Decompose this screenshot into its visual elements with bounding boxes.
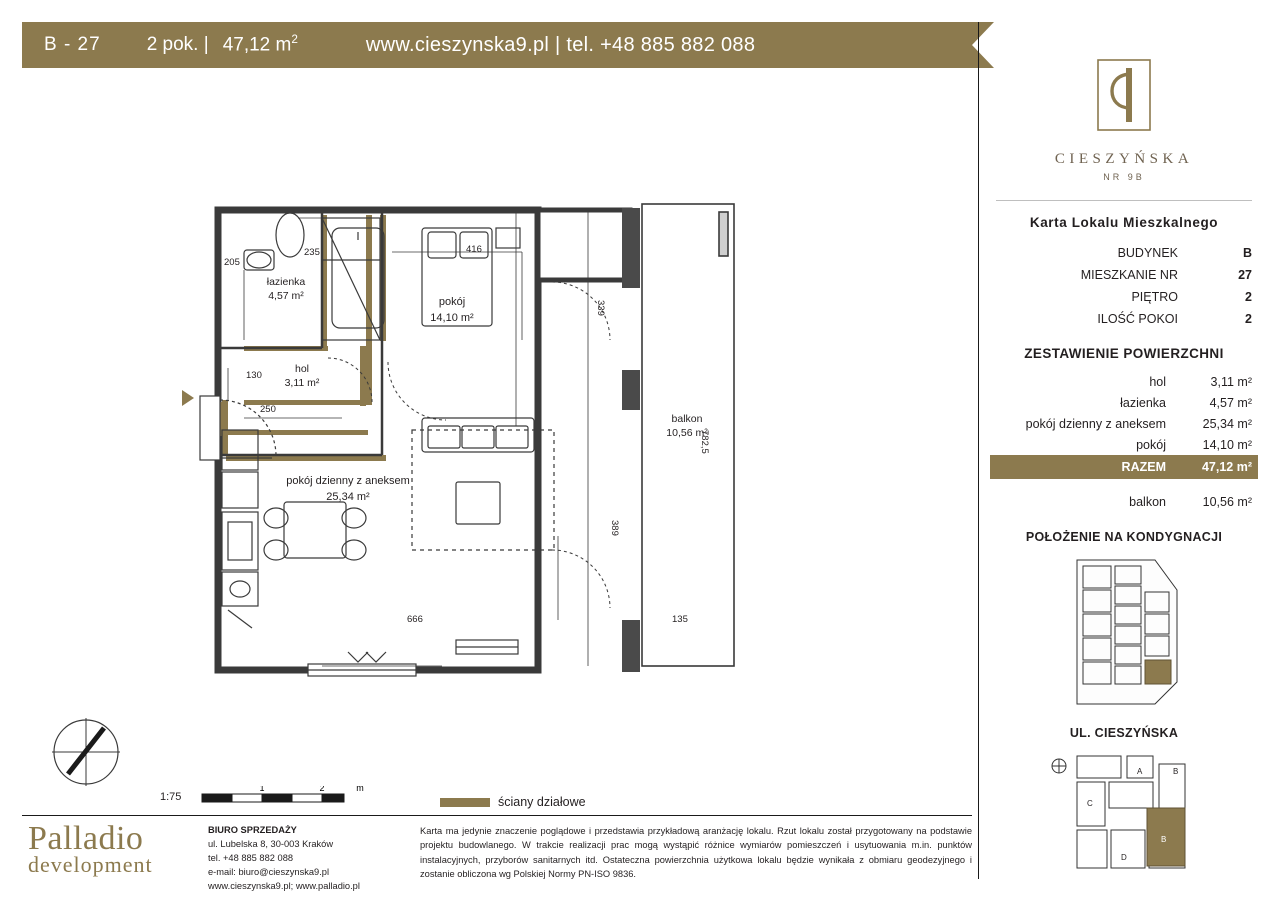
legend-wall-swatch xyxy=(440,798,490,807)
area-name: pokój xyxy=(1136,437,1166,452)
building-info-table xyxy=(990,242,1258,330)
total-value: 47,12 m² xyxy=(1201,460,1252,474)
dimension-label: 135 xyxy=(672,614,688,625)
floor-plan-drawing xyxy=(22,100,972,800)
area-name: pokój dzienny z aneksem xyxy=(1025,416,1166,431)
room-area: 10,56 m² xyxy=(666,427,708,439)
table-row xyxy=(990,308,1258,330)
floor-key-plan xyxy=(1059,552,1189,712)
room-area: 3,11 m² xyxy=(284,377,320,389)
table-row xyxy=(990,434,1258,455)
divider-1 xyxy=(996,200,1252,201)
area-value: 10,56 m² xyxy=(1202,494,1252,509)
total-name: RAZEM xyxy=(1121,460,1166,474)
area-value: 14,10 m² xyxy=(1202,437,1252,452)
row-value: 2 xyxy=(1245,290,1252,304)
areas-total-row xyxy=(990,455,1258,479)
scale-tick-label: 2 xyxy=(319,786,325,793)
areas-title: ZESTAWIENIE POWIERZCHNI xyxy=(1024,346,1224,361)
dimension-label: 782,5 xyxy=(699,430,710,454)
area-value: 4,57 m² xyxy=(1209,395,1252,410)
site-label: C xyxy=(1087,799,1093,808)
room-name: balkon xyxy=(671,413,703,425)
site-key-plan xyxy=(1049,748,1199,876)
dimension-label: 250 xyxy=(260,404,276,415)
room-name: pokój xyxy=(438,296,466,308)
footer-divider xyxy=(22,815,972,816)
vertical-divider xyxy=(978,22,979,879)
dimension-label: 389 xyxy=(609,520,620,536)
dimension-label: 666 xyxy=(407,614,423,625)
room-area: 14,10 m² xyxy=(430,312,474,324)
developer-logo xyxy=(28,822,208,878)
sales-office-block xyxy=(208,824,408,894)
dimension-label: 205 xyxy=(224,257,240,268)
sales-office-websites: www.cieszynska9.pl; www.palladio.pl xyxy=(208,880,360,891)
scale-bar xyxy=(160,786,400,817)
room-name: łazienka xyxy=(266,276,306,288)
card-title: Karta Lokalu Mieszkalnego xyxy=(1029,215,1219,230)
cieszynska-monogram-icon xyxy=(1096,58,1152,137)
table-row xyxy=(990,392,1258,413)
row-key: MIESZKANIE NR xyxy=(1080,268,1178,282)
scale-ratio: 1:75 xyxy=(160,791,182,803)
brand-logo xyxy=(990,22,1258,182)
contact-label: www.cieszynska9.pl | tel. +48 885 882 088 xyxy=(365,33,756,56)
floor-plan xyxy=(22,100,972,800)
room-name: hol xyxy=(294,363,310,375)
area-value: 25,34 m² xyxy=(1202,416,1252,431)
areas-table xyxy=(990,371,1258,512)
entrance-arrow-icon xyxy=(182,390,194,406)
row-key: BUDYNEK xyxy=(1117,246,1178,260)
row-value: B xyxy=(1242,246,1252,260)
row-value: 2 xyxy=(1245,312,1252,326)
row-value: 27 xyxy=(1238,268,1252,282)
dimension-label: 339 xyxy=(595,300,606,316)
sales-office-title: BIURO SPRZEDAŻY xyxy=(208,825,297,835)
total-area-label: 47,12 $m^2$ xyxy=(222,33,298,56)
header-banner xyxy=(22,22,972,68)
site-label: B xyxy=(1173,767,1179,776)
dimension-label: 235 xyxy=(304,247,320,258)
dimension-label: 416 xyxy=(466,244,482,255)
site-label: D xyxy=(1121,853,1127,862)
sales-office-phone: tel. +48 885 882 088 xyxy=(208,852,294,863)
developer-name: Palladio xyxy=(28,820,144,857)
table-row xyxy=(990,371,1258,392)
area-name: balkon xyxy=(1129,494,1166,509)
table-row xyxy=(990,491,1258,512)
table-row xyxy=(990,242,1258,264)
row-key: PIĘTRO xyxy=(1131,290,1178,304)
legend-wall-label: ściany działowe xyxy=(498,795,586,809)
brand-number: NR 9B xyxy=(1103,172,1145,182)
disclaimer-text: Karta ma jedynie znaczenie poglądowe i przedstawia przykładową aranżację lokalu. Rzut lokalu został przygotowany na podstawie projektu budowlanego. W trakcie realizacji prac mogą wystąpić różnice wymiarów pomieszczeń i usytuowania m.in. punktów instalacyjnych, przyborów sanitarnych itd. Ostateczna powierzchnia użytkowa lokalu będzie wynikała z obmiaru geodezyjnego i zostanie obliczona wg Polskiej Normy PN-ISO 9836. xyxy=(420,826,972,880)
scale-unit-label: m xyxy=(356,786,364,793)
room-area: 25,34 m² xyxy=(326,491,370,503)
site-label: B xyxy=(1161,835,1167,844)
row-key: ILOŚĆ POKOI xyxy=(1097,312,1178,326)
table-row xyxy=(990,264,1258,286)
apartment-code: B - 27 xyxy=(44,34,101,55)
area-value: 3,11 m² xyxy=(1210,374,1252,389)
room-area: 4,57 m² xyxy=(268,290,304,302)
site-label: A xyxy=(1137,767,1143,776)
area-name: łazienka xyxy=(1120,395,1166,410)
dimension-label: 130 xyxy=(246,370,262,381)
room-name: pokój dzienny z aneksem xyxy=(286,475,410,487)
developer-subtitle: development xyxy=(28,852,153,877)
sales-office-address: ul. Lubelska 8, 30-003 Kraków xyxy=(208,838,334,849)
info-column xyxy=(990,22,1258,876)
table-row xyxy=(990,286,1258,308)
scale-tick-label: 1 xyxy=(259,786,265,793)
table-row xyxy=(990,413,1258,434)
compass-rose xyxy=(50,716,122,793)
sales-office-email: e-mail: biuro@cieszynska9.pl xyxy=(208,866,330,877)
street-title: UL. CIESZYŃSKA xyxy=(1069,726,1179,740)
spacer-row xyxy=(990,479,1258,491)
area-name: hol xyxy=(1149,374,1166,389)
highlighted-apartment xyxy=(1145,660,1171,684)
floor-position-title: POŁOŻENIE NA KONDYGNACJI xyxy=(1025,530,1223,544)
rooms-count-label: 2 pok. | xyxy=(146,34,209,55)
brand-name: CIESZYŃSKA xyxy=(1054,151,1194,167)
